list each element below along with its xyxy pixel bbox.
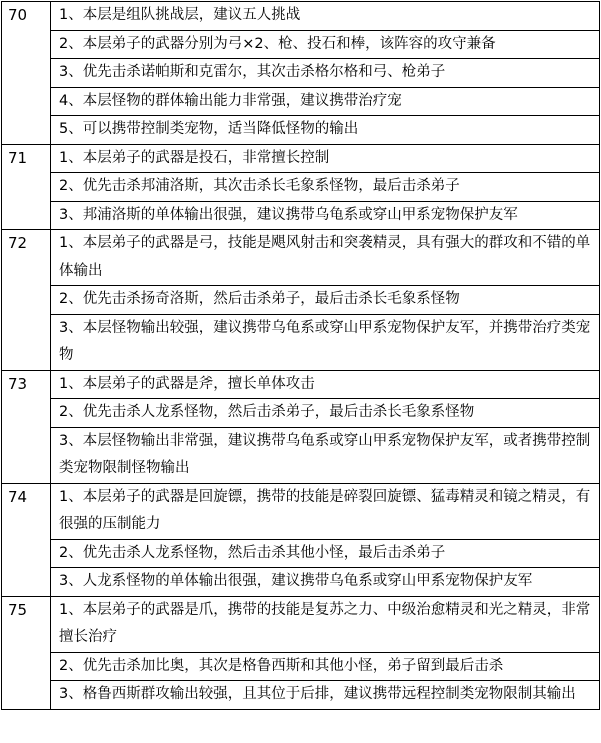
tip-line: 1、本层弟子的武器是回旋镖，携带的技能是碎裂回旋镖、猛毒精灵和镜之精灵，有很强的压制能力 [51,484,599,540]
tip-line: 2、优先击杀人龙系怪物，然后击杀其他小怪，最后击杀弟子 [51,540,599,569]
level-tips [51,230,600,370]
tip-line: 2、优先击杀加比奥，其次是格鲁西斯和其他小怪，弟子留到最后击杀 [51,653,599,682]
level-row [1,371,600,484]
tip-line: 2、本层弟子的武器分别为弓×2、枪、投石和棒，该阵容的攻守兼备 [51,31,599,60]
tip-line: 2、优先击杀扬奇洛斯，然后击杀弟子，最后击杀长毛象系怪物 [51,286,599,315]
level-row [1,597,600,710]
tip-line: 3、人龙系怪物的单体输出很强，建议携带乌龟系或穿山甲系宠物保护友军 [59,573,533,589]
tip-line: 1、本层弟子的武器是弓，技能是飓风射击和突袭精灵，具有强大的群攻和不错的单体输出 [51,230,599,286]
tip-line: 3、本层怪物输出较强，建议携带乌龟系或穿山甲系宠物保护友军，并携带治疗类宠物 [59,319,591,363]
level-number: 71 [1,145,51,230]
tip-line: 3、邦浦洛斯的单体输出很强，建议携带乌龟系或穿山甲系宠物保护友军 [59,206,518,223]
level-number: 70 [1,2,51,144]
tip-line: 3、本层怪物输出非常强，建议携带乌龟系或穿山甲系宠物保护友军，或者携带控制类宠物限制怪物输出 [59,432,591,476]
level-number: 72 [1,230,51,370]
level-tips [51,371,600,483]
level-row [1,1,600,145]
tip-line: 5、可以携带控制类宠物，适当降低怪物的输出 [59,121,359,137]
tip-line: 2、优先击杀人龙系怪物，然后击杀弟子，最后击杀长毛象系怪物 [51,399,599,428]
level-row [1,230,600,371]
level-number: 74 [1,484,51,596]
level-tips [51,145,600,230]
tip-line: 1、本层弟子的武器是斧，擅长单体攻击 [51,371,599,400]
level-tips [51,2,600,144]
tip-line: 1、本层弟子的武器是爪，携带的技能是复苏之力、中级治愈精灵和光之精灵，非常擅长治疗 [51,597,599,653]
tip-line: 3、优先击杀诺帕斯和克雷尔，其次击杀格尔格和弓、枪弟子 [51,59,599,88]
tip-line: 1、本层是组队挑战层，建议五人挑战 [51,2,599,31]
level-number: 73 [1,371,51,483]
tip-line: 3、格鲁西斯群攻输出较强，且其位于后排，建议携带远程控制类宠物限制其输出 [59,686,576,702]
level-guide-table [1,1,600,710]
tip-line: 4、本层怪物的群体输出能力非常强，建议携带治疗宠 [51,88,599,117]
level-row [1,484,600,597]
level-number: 75 [1,597,51,709]
tip-line: 2、优先击杀邦浦洛斯，其次击杀长毛象系怪物，最后击杀弟子 [51,173,599,202]
level-tips [51,597,600,709]
level-row [1,145,600,231]
level-tips [51,484,600,596]
tip-line: 1、本层弟子的武器是投石，非常擅长控制 [51,145,599,174]
